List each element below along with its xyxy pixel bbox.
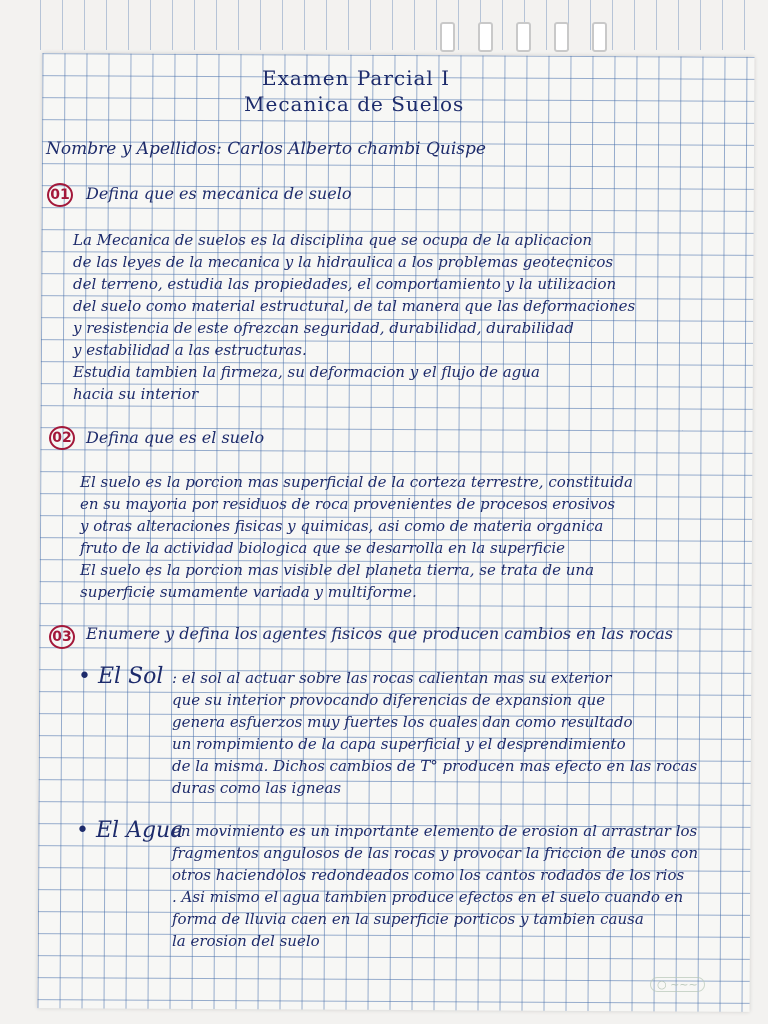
answer-1-line: del terreno, estudia las propiedades, el comportamiento y la utilizacion: [73, 275, 617, 293]
answer-1-line: y estabilidad a las estructuras.: [73, 341, 307, 359]
answer-2-line: superficie sumamente variada y multiforme.: [80, 583, 417, 601]
agent-sun-label: • El Sol: [78, 664, 164, 689]
agent-water-line: fragmentos angulosos de las rocas y provocar la friccion de unos con: [172, 844, 698, 862]
agent-water-name: El Agua: [95, 818, 184, 843]
agent-sun-line: que su interior provocando diferencias de expansion que: [172, 691, 606, 709]
agent-sun-name: El Sol: [97, 664, 164, 689]
student-name-line: Nombre y Apellidos: Carlos Alberto chambi Quispe: [46, 139, 486, 159]
agent-water-line: forma de lluvia caen en la superficie porticos y tambien causa: [172, 910, 644, 928]
agent-water-line: en movimiento es un importante elemento de erosion al arrastrar los: [172, 822, 698, 840]
answer-1-line: La Mecanica de suelos es la disciplina que se ocupa de la aplicacion: [73, 231, 593, 249]
question-number-3: 03: [49, 625, 75, 649]
agent-sun-line: un rompimiento de la capa superficial y el desprendimiento: [172, 735, 626, 753]
answer-2-line: El suelo es la porcion mas superficial de la corteza terrestre, constituida: [80, 473, 633, 491]
answer-2-line: y otras alteraciones fisicas y quimicas, asi como de materia organica: [80, 517, 604, 535]
ring: [516, 22, 531, 52]
agent-sun-line: de la misma. Dichos cambios de T° producen mas efecto en las rocas: [172, 757, 698, 775]
agent-sun-line: genera esfuerzos muy fuertes los cuales dan como resultado: [172, 713, 633, 731]
agent-water-line: . Asi mismo el agua tambien produce efectos en el suelo cuando en: [172, 888, 684, 906]
answer-1-line: hacia su interior: [73, 385, 199, 403]
previous-page-strip: [40, 0, 752, 50]
answer-1-line: Estudia tambien la firmeza, su deformacion y el flujo de agua: [73, 363, 540, 381]
agent-water-line: la erosion del suelo: [172, 932, 320, 950]
answer-1-line: y resistencia de este ofrezcan seguridad, durabilidad, durabilidad: [73, 319, 574, 337]
question-prompt-1: Defina que es mecanica de suelo: [86, 184, 352, 203]
ring: [592, 22, 607, 52]
question-prompt-3: Enumere y defina los agentes fisicos que producen cambios en las rocas: [86, 624, 674, 643]
question-prompt-2: Defina que es el suelo: [86, 428, 265, 447]
notebook-rings: [440, 22, 607, 52]
question-number-2: 02: [49, 426, 75, 450]
exam-subject: Mecanica de Suelos: [244, 92, 465, 116]
agent-sun-line: : el sol al actuar sobre las rocas calientan mas su exterior: [172, 669, 612, 687]
agent-sun-line: duras como las igneas: [172, 779, 342, 797]
exam-title: Examen Parcial I: [262, 66, 451, 90]
ring: [478, 22, 493, 52]
answer-2-line: fruto de la actividad biologica que se desarrolla en la superficie: [80, 539, 566, 557]
ring: [440, 22, 455, 52]
ring: [554, 22, 569, 52]
answer-1-line: del suelo como material estructural, de tal manera que las deformaciones: [73, 297, 636, 315]
agent-water-line: otros haciendolos redondeados como los cantos rodados de los rios: [172, 866, 685, 884]
answer-1-line: de las leyes de la mecanica y la hidraulica a los problemas geotecnicos: [73, 253, 614, 271]
answer-2-line: El suelo es la porcion mas visible del planeta tierra, se trata de una: [80, 561, 595, 579]
watermark-stamp: ○ ~~~: [650, 977, 705, 992]
agent-water-label: • El Agua: [76, 818, 184, 843]
answer-2-line: en su mayoria por residuos de roca provenientes de procesos erosivos: [80, 495, 616, 513]
question-number-1: 01: [47, 183, 73, 207]
